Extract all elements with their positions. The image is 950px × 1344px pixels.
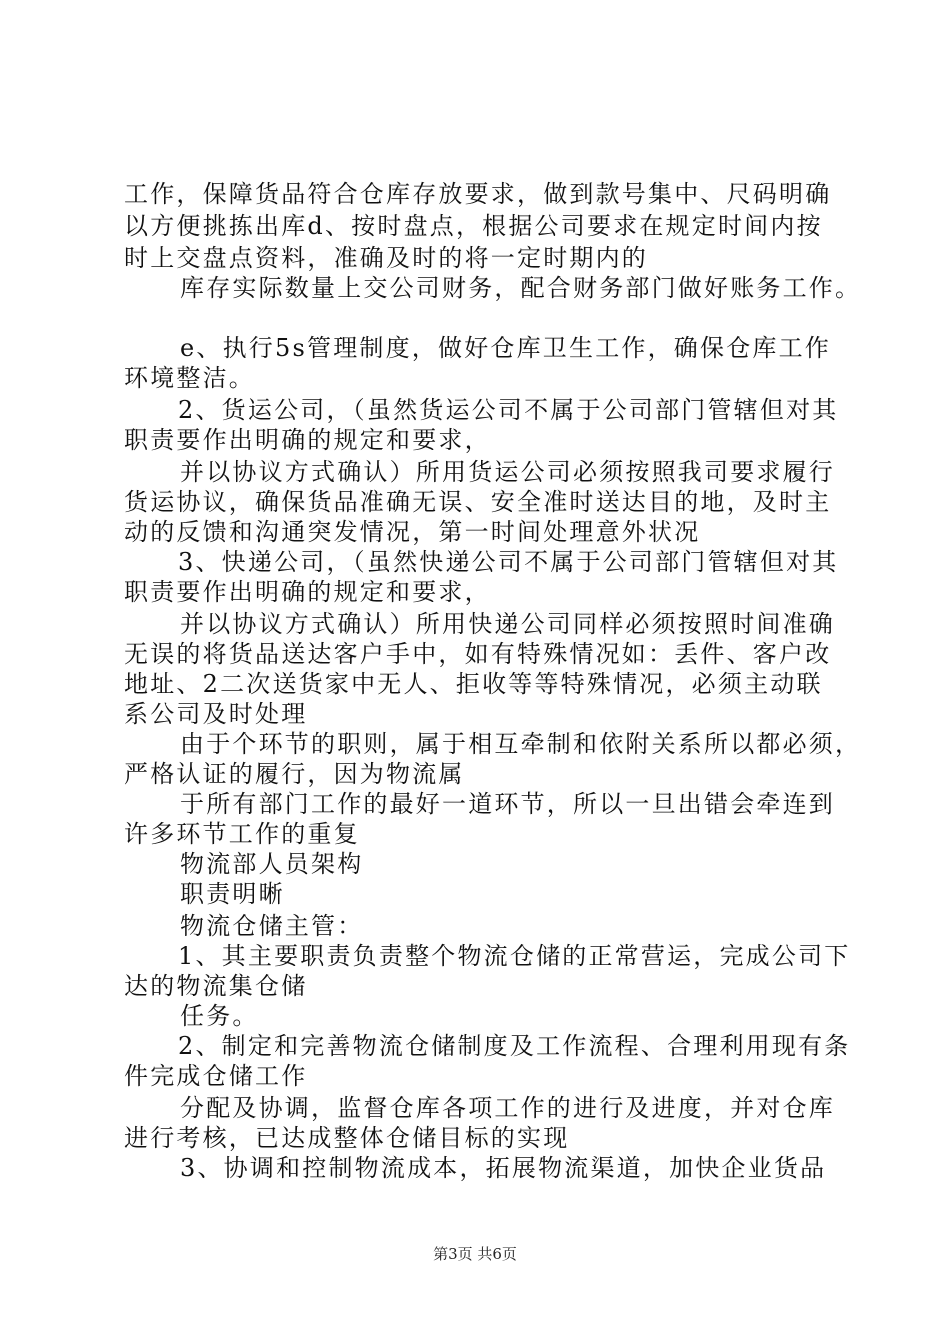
text-line: 件完成仓储工作 [124,1062,308,1090]
text-line: 2、货运公司，（虽然货运公司不属于公司部门管辖但对其 [178,396,839,424]
text-line: 任务。 [180,1002,259,1030]
text-line: 3、协调和控制物流成本，拓展物流渠道，加快企业货品 [180,1154,827,1182]
text-line: 于所有部门工作的最好一道环节，所以一旦出错会牵连到 [180,790,835,818]
text-line: 工作，保障货品符合仓库存放要求，做到款号集中、尺码明确 [124,180,832,208]
text-line: e、执行5s管理制度，做好仓库卫生工作，确保仓库工作 [180,334,831,362]
text-line: 严格认证的履行，因为物流属 [124,760,465,788]
text-line: 2、制定和完善物流仓储制度及工作流程、合理利用现有条 [178,1032,851,1060]
text-line: 1、其主要职责负责整个物流仓储的正常营运，完成公司下 [178,942,851,970]
text-line: 以方便挑拣出库d、按时盘点，根据公司要求在规定时间内按 [124,212,823,240]
text-line: 职责要作出明确的规定和要求， [124,426,491,454]
text-line: 物流部人员架构 [180,850,364,878]
text-line: 库存实际数量上交公司财务，配合财务部门做好账务工作。 [180,274,862,302]
text-line: 环境整洁。 [124,364,255,392]
text-line: 职责要作出明确的规定和要求， [124,578,491,606]
text-line: 进行考核，已达成整体仓储目标的实现 [124,1124,570,1152]
text-line: 并以协议方式确认）所用快递公司同样必须按照时间准确 [180,610,835,638]
text-line: 货运协议，确保货品准确无误、安全准时送达目的地，及时主 [124,488,832,516]
text-line: 3、快递公司，（虽然快递公司不属于公司部门管辖但对其 [178,548,839,576]
text-line: 物流仓储主管： [180,912,364,940]
text-line: 许多环节工作的重复 [124,820,360,848]
text-line: 无误的将货品送达客户手中，如有特殊情况如：丢件、客户改 [124,640,832,668]
page-footer: 第3页 共6页 [433,1245,517,1263]
text-line: 分配及协调，监督仓库各项工作的进行及进度，并对仓库 [180,1094,835,1122]
text-line: 地址、2二次送货家中无人、拒收等等特殊情况，必须主动联 [124,670,823,698]
text-line: 达的物流集仓储 [124,972,308,1000]
text-line: 系公司及时处理 [124,700,308,728]
text-line: 职责明晰 [180,880,285,908]
text-line: 并以协议方式确认）所用货运公司必须按照我司要求履行 [180,458,835,486]
text-line: 由于个环节的职则，属于相互牵制和依附关系所以都必须， [180,730,862,758]
text-line: 时上交盘点资料，准确及时的将一定时期内的 [124,244,648,272]
text-line: 动的反馈和沟通突发情况，第一时间处理意外状况 [124,518,701,546]
